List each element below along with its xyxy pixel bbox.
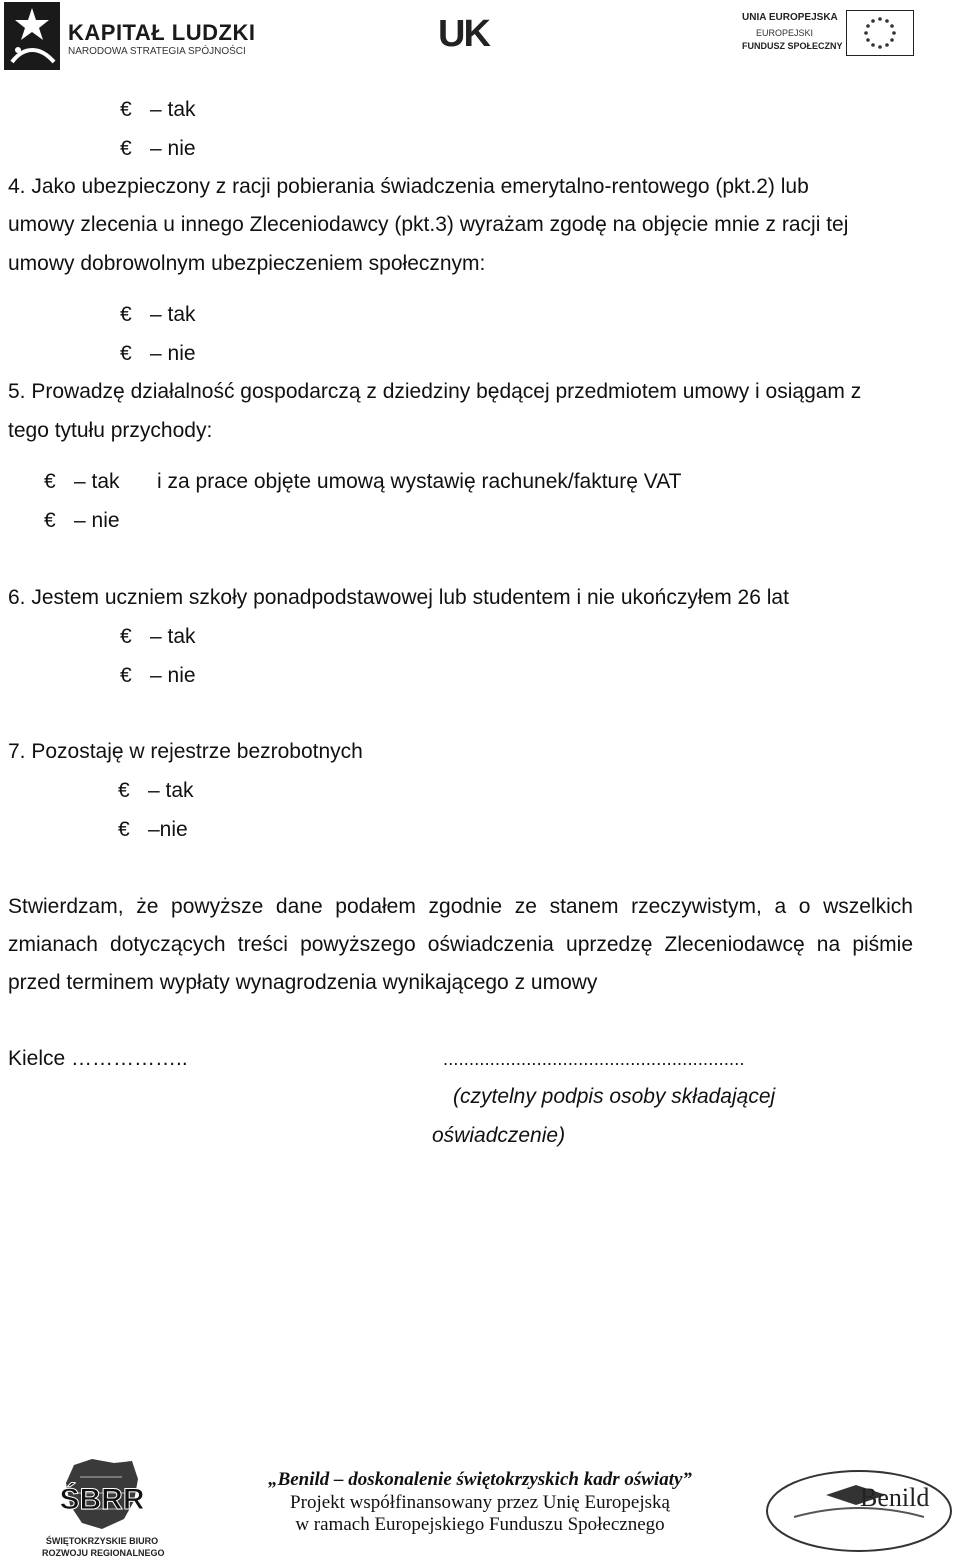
eu-logo [742,10,914,58]
q7-option-tak[interactable] [118,778,194,804]
statement-line-3: przed terminem wypłaty wynagrodzenia wynikającego z umowy [8,971,598,994]
option-label: –nie [148,818,188,841]
checkbox-icon: € [120,664,132,687]
q5-option-nie[interactable] [44,508,120,534]
option-label: – tak [148,779,194,802]
q6-option-tak[interactable] [120,624,196,650]
signature-dots: .......................................................... [443,1049,745,1069]
checkbox-icon: € [120,625,132,648]
footer-project-title: „Benild – doskonalenie świętokrzyskich kadr oświaty” [268,1469,692,1490]
footer-line-2: Projekt współfinansowany przez Unię Europejską [290,1492,670,1513]
checkbox-icon: € [120,98,132,121]
kapital-ludzki-title: KAPITAŁ LUDZKI [68,20,256,45]
q4-line-2: umowy zlecenia u innego Zleceniodawcy (pkt.3) wyrażam zgodę na objęcie mnie z racji tej [8,213,849,236]
option-label: – nie [74,509,120,532]
statement-line-2: zmianach dotyczących treści powyższego oświadczenia uprzedzę Zleceniodawcę na piśmie [8,933,913,956]
footer-line-3: w ramach Europejskiego Funduszu Społecznego [295,1514,665,1535]
benild-logo [764,1469,954,1553]
uk-logo-text: UK [438,13,489,55]
kapital-ludzki-logo [4,2,256,70]
header [0,0,960,75]
checkbox-icon: € [44,509,56,532]
option-label: – tak [74,470,120,493]
option-label: – tak [150,303,196,326]
signature-place: Kielce …………….. [8,1047,188,1070]
uk-logo [438,12,498,56]
q4-line-3: umowy dobrowolnym ubezpieczeniem społecznym: [8,252,486,275]
option-label: – tak [150,98,196,121]
kapital-ludzki-emblem-icon [4,2,60,70]
q5-tak-note: i za prace objęte umową wystawię rachunek/fakturę VAT [157,470,682,493]
checkbox-icon: € [118,779,130,802]
option-label: – nie [150,664,196,687]
footer [0,1455,960,1563]
q6-option-nie[interactable] [120,663,196,689]
checkbox-icon: € [120,303,132,326]
q7-option-nie[interactable] [118,817,188,843]
q3-option-tak[interactable] [120,97,196,123]
kapital-ludzki-subtitle: NARODOWA STRATEGIA SPÓJNOŚCI [68,46,246,57]
q5-option-tak[interactable] [44,469,120,495]
statement-line-1: Stwierdzam, że powyższe dane podałem zgodnie ze stanem rzeczywistym, a o wszelkich [8,895,913,918]
eu-logo-line1: UNIA EUROPEJSKA [742,12,838,23]
q6-line: 6. Jestem uczniem szkoły ponadpodstawowej lub studentem i nie ukończyłem 26 lat [8,586,789,609]
option-label: – tak [150,625,196,648]
checkbox-icon: € [44,470,56,493]
q4-option-tak[interactable] [120,302,196,328]
q5-line-1: 5. Prowadzę działalność gospodarczą z dziedziny będącej przedmiotem umowy i osiągam z [8,380,862,403]
sbrr-line1: ŚWIĘTOKRZYSKIE BIURO [45,1536,159,1546]
option-label: – nie [150,342,196,365]
eu-logo-line3: FUNDUSZ SPOŁECZNY [742,41,843,51]
checkbox-icon: € [120,137,132,160]
signature-caption-1: (czytelny podpis osoby składającej [453,1085,776,1108]
sbrr-abbr: ŚBRR [59,1483,145,1516]
eu-logo-line2: EUROPEJSKI [756,28,814,38]
q3-option-nie[interactable] [120,136,196,162]
signature-caption-2: oświadczenie) [432,1124,566,1147]
benild-name: Benild [860,1483,930,1512]
checkbox-icon: € [120,342,132,365]
q4-line-1: 4. Jako ubezpieczony z racji pobierania świadczenia emerytalno-rentowego (pkt.2) lub [8,175,809,198]
option-label: – nie [150,137,196,160]
q7-line: 7. Pozostaję w rejestrze bezrobotnych [8,740,363,763]
sbrr-line2: ROZWOJU REGIONALNEGO [42,1548,165,1558]
q4-option-nie[interactable] [120,341,196,367]
sbrr-logo [40,1457,164,1561]
eu-flag-icon [846,10,914,56]
checkbox-icon: € [118,818,130,841]
q5-line-2: tego tytułu przychody: [8,419,213,442]
